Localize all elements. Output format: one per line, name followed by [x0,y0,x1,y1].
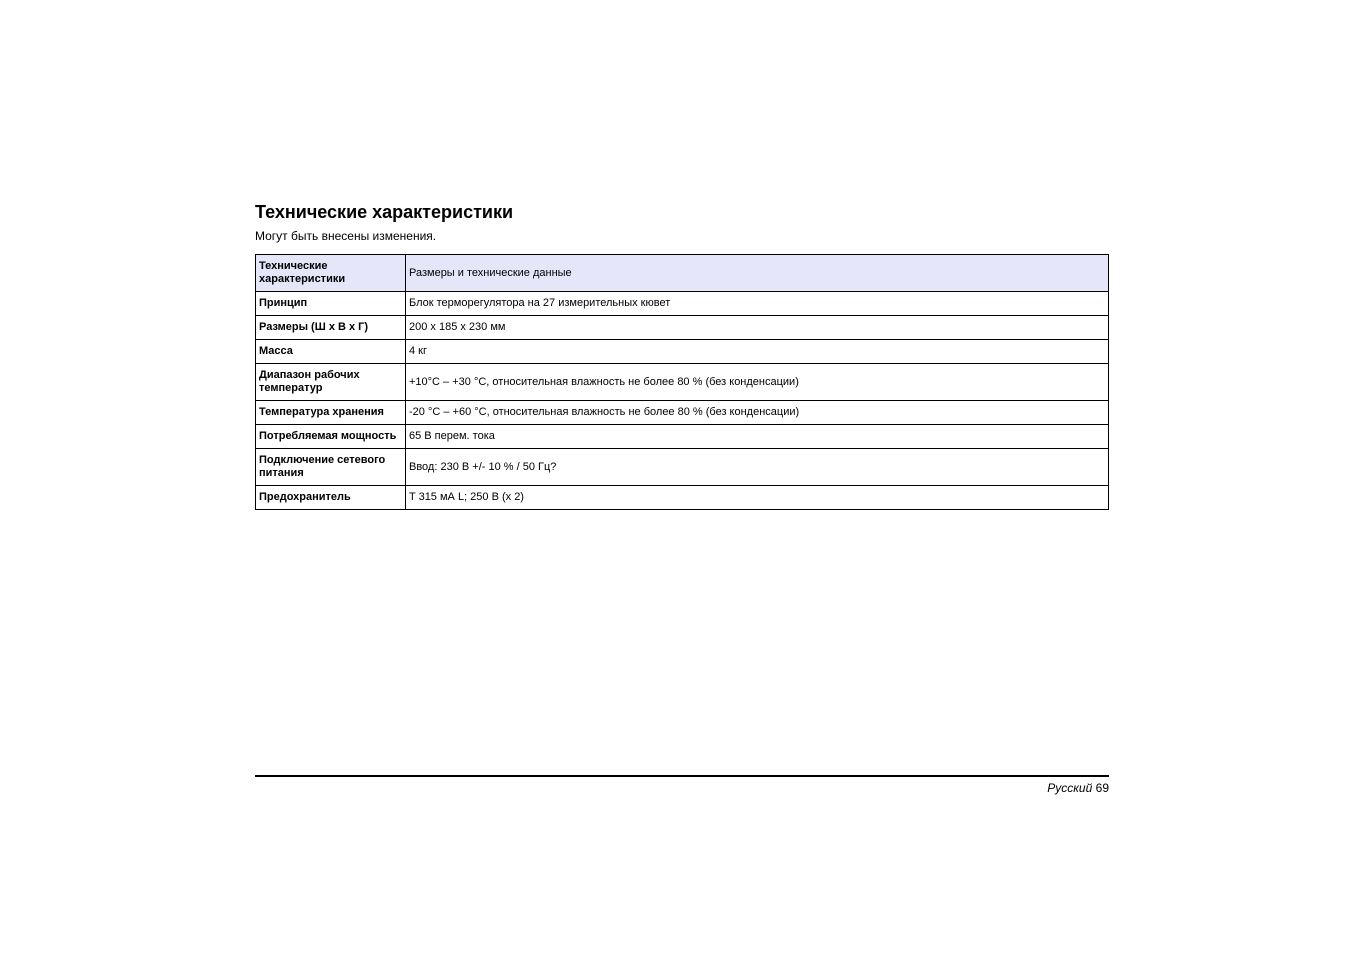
table-row [256,401,1109,425]
row-label: Подключение сетевого питания [256,449,406,486]
page-subtitle: Могут быть внесены изменения. [255,229,437,243]
row-value: T 315 мА L; 250 В (x 2) [406,486,1109,510]
row-value: 200 x 185 x 230 мм [406,316,1109,340]
row-label: Предохранитель [256,486,406,510]
document-content [255,200,1109,510]
table-row [256,425,1109,449]
specifications-table [255,254,1109,510]
row-value: Ввод: 230 В +/- 10 % / 50 Гц? [406,449,1109,486]
page-title: Технические характеристики [255,202,514,222]
table-row [256,316,1109,340]
row-label: Температура хранения [256,401,406,425]
table-header-row [256,255,1109,292]
table-row [256,340,1109,364]
footer-language: Русский [1047,781,1093,795]
row-value: 4 кг [406,340,1109,364]
row-value: +10°C – +30 °C, относительная влажность не более 80 % (без конденсации) [406,364,1109,401]
row-value: 65 В перем. тока [406,425,1109,449]
row-label: Масса [256,340,406,364]
row-value: Блок терморегулятора на 27 измерительных кювет [406,292,1109,316]
table-row [256,364,1109,401]
row-label: Диапазон рабочих температур [256,364,406,401]
row-label: Потребляемая мощность [256,425,406,449]
footer-page-number: 69 [1095,781,1109,795]
table-row [256,292,1109,316]
table-row [256,486,1109,510]
row-label: Размеры (Ш x В x Г) [256,316,406,340]
page-footer [255,780,1109,796]
footer-divider [255,775,1109,777]
table-header-value: Размеры и технические данные [406,255,1109,292]
table-header-label: Технические характеристики [256,255,406,292]
row-value: -20 °C – +60 °C, относительная влажность не более 80 % (без конденсации) [406,401,1109,425]
table-row [256,449,1109,486]
row-label: Принцип [256,292,406,316]
